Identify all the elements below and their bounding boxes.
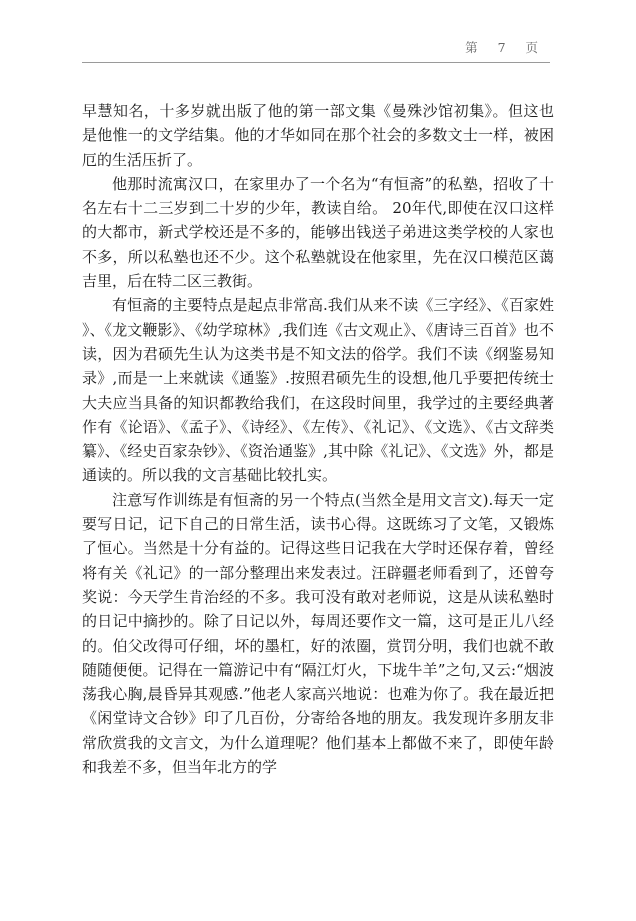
paragraph-writing-training: 注意写作训练是有恒斋的另一个特点(当然全是用文言文).每天一定要写日记，记下自己的日常生活，读书心得。这既练习了文笔，又锻炼了恒心。当然是十分有益的。记得这些日记我在大学时还保存着，曾经将有关《礼记》的一部分整理出来发表过。汪辟疆老师看到了，还曾夸奖说：今天学生肯治经的不多。我可没有敢对老师说，这是从读私塾时的日记中摘抄的。除了日记以外，每周还要作文一篇，这可是正儿八经的。伯父改得可仔细，坏的墨杠，好的浓圈，赏罚分明，我们也就不敢随随便便。记得在一篇游记中有“隔江灯火，下垅牛羊”之句,又云:“烟波荡我心胸,晨昏异其观感.”他老人家高兴地说：也难为你了。我在最近把《闲堂诗文合钞》印了几百份，分寄给各地的朋友。我发现许多朋友非常欣赏我的文言文，为什么道理呢？他们基本上都做不来了，即使年龄和我差不多，但当年北方的学 [82,490,554,777]
paragraph-intro: 早慧知名，十多岁就出版了他的第一部文集《曼殊沙馆初集》。但这也是他惟一的文学结集。他的才华如同在那个社会的多数文士一样，被困厄的生活压折了。 [82,102,554,169]
page-number: 第 7 页 [465,40,546,55]
paragraph-private-school: 他那时流寓汉口，在家里办了一个名为“有恒斋”的私塾，招收了十名左右十二三岁到二十岁的少年，教读自给。 20年代,即使在汉口这样的大都市，新式学校还是不多的，能够出钱送子弟进这类学校的人家也不多，所以私塾也还不少。这个私塾就设在他家里，先在汉口模范区蔼吉里，后在特二区三教街。 [82,174,554,291]
page-header [82,28,550,63]
paragraph-curriculum: 有恒斋的主要特点是起点非常高.我们从来不读《三字经》、《百家姓》、《龙文鞭影》、《幼学琼林》,我们连《古文观止》、《唐诗三百首》也不读，因为君硕先生认为这类书是不知文法的俗学。我们不读《纲鉴易知录》,而是一上来就读《通鉴》.按照君硕先生的设想,他几乎要把传统士大夫应当具备的知识都教给我们，在这段时间里，我学过的主要经典著作有《论语》、《孟子》、《诗经》、《左传》、《礼记》、《文选》、《古文辞类纂》、《经史百家杂钞》、《资治通鉴》,其中除《礼记》、《文选》外，都是通读的。所以我的文言基础比较扎实。 [82,296,554,485]
body-text [82,99,554,779]
